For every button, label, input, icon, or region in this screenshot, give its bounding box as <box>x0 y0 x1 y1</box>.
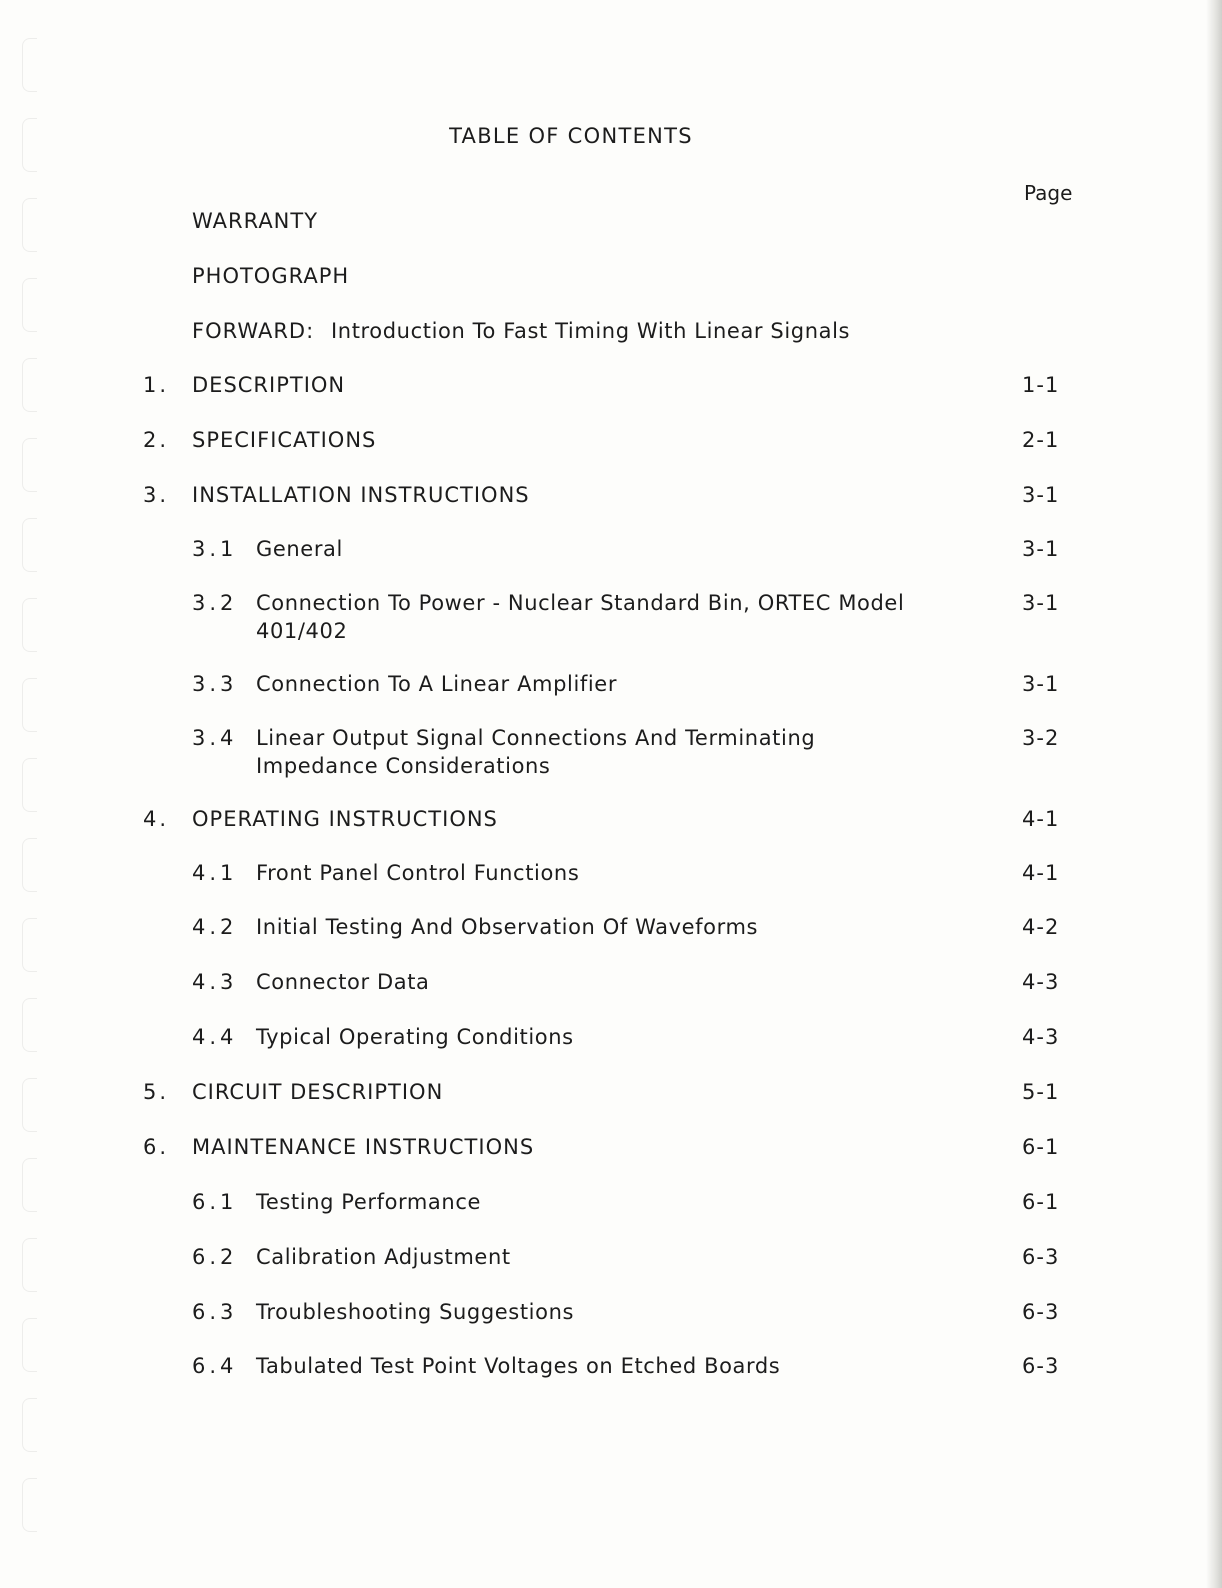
toc-entry-page: 4-3 <box>1022 1025 1060 1049</box>
toc-entry-page: 6-3 <box>1022 1354 1060 1378</box>
binder-punch-marks <box>18 0 48 1588</box>
toc-entry-number: 6.1 <box>192 1190 238 1214</box>
toc-entry-page: 3-1 <box>1022 537 1060 561</box>
binder-mark <box>22 1478 37 1532</box>
toc-entry-title: OPERATING INSTRUCTIONS <box>192 807 498 831</box>
toc-entry-title: Testing Performance <box>256 1190 481 1214</box>
toc-entry-page: 3-2 <box>1022 726 1060 750</box>
toc-entry-page: 4-3 <box>1022 970 1060 994</box>
toc-entry-title: Connection To A Linear Amplifier <box>256 672 618 696</box>
binder-mark <box>22 1158 37 1212</box>
toc-entry-title: Linear Output Signal Connections And Terminating Impedance Considerations <box>256 726 816 778</box>
toc-entry-page: 6-1 <box>1022 1190 1060 1214</box>
toc-entry-page: 5-1 <box>1022 1080 1060 1104</box>
binder-mark <box>22 598 37 652</box>
toc-entry-page: 4-2 <box>1022 915 1060 939</box>
forward-text: Introduction To Fast Timing With Linear Signals <box>331 319 851 343</box>
toc-entry-title: PHOTOGRAPH <box>192 264 350 288</box>
binder-mark <box>22 278 37 332</box>
toc-entry-title: Typical Operating Conditions <box>256 1025 574 1049</box>
forward-label: FORWARD: <box>192 319 315 343</box>
toc-entry-page: 3-1 <box>1022 483 1060 507</box>
toc-entry-page: 6-3 <box>1022 1300 1060 1324</box>
toc-entry-number: 6.3 <box>192 1300 238 1324</box>
toc-entry-page: 4-1 <box>1022 807 1060 831</box>
toc-entry-number: 4. <box>143 807 170 831</box>
toc-entry-title: General <box>256 537 343 561</box>
binder-mark <box>22 918 37 972</box>
toc-entry-number: 6.2 <box>192 1245 238 1269</box>
toc-entry-title: Troubleshooting Suggestions <box>256 1300 575 1324</box>
page-title: TABLE OF CONTENTS <box>449 124 693 148</box>
binder-mark <box>22 1398 37 1452</box>
toc-entry-page: 1-1 <box>1022 373 1060 397</box>
toc-entry-title: DESCRIPTION <box>192 373 346 397</box>
toc-entry-title: SPECIFICATIONS <box>192 428 377 452</box>
toc-entry-number: 6.4 <box>192 1354 238 1378</box>
toc-entry-number: 3.4 <box>192 726 238 750</box>
toc-entry-title: CIRCUIT DESCRIPTION <box>192 1080 444 1104</box>
toc-entry-title: Connection To Power - Nuclear Standard Bin, ORTEC Model 401/402 <box>256 591 905 643</box>
toc-entry-page: 3-1 <box>1022 672 1060 696</box>
toc-entry-title: Connector Data <box>256 970 430 994</box>
toc-entry-title: Front Panel Control Functions <box>256 861 580 885</box>
binder-mark <box>22 1238 37 1292</box>
toc-entry-page: 6-1 <box>1022 1135 1060 1159</box>
binder-mark <box>22 358 37 412</box>
toc-entry-number: 3. <box>143 483 170 507</box>
toc-entry-title: Calibration Adjustment <box>256 1245 511 1269</box>
binder-mark <box>22 998 37 1052</box>
toc-entry-number: 4.2 <box>192 915 238 939</box>
toc-entry-number: 1. <box>143 373 170 397</box>
toc-entry-title: MAINTENANCE INSTRUCTIONS <box>192 1135 535 1159</box>
toc-entry-page: 3-1 <box>1022 591 1060 615</box>
binder-mark <box>22 198 37 252</box>
toc-entry-title: WARRANTY <box>192 209 319 233</box>
binder-mark <box>22 518 37 572</box>
toc-entry-number: 3.3 <box>192 672 238 696</box>
binder-mark <box>22 38 37 92</box>
toc-entry-title: Initial Testing And Observation Of Waveforms <box>256 915 759 939</box>
toc-entry-page: 2-1 <box>1022 428 1060 452</box>
toc-entry-title: Tabulated Test Point Voltages on Etched Boards <box>256 1354 781 1378</box>
page-edge-shadow <box>1206 0 1222 1588</box>
toc-entry-number: 4.3 <box>192 970 238 994</box>
toc-entry-number: 5. <box>143 1080 170 1104</box>
binder-mark <box>22 678 37 732</box>
binder-mark <box>22 1318 37 1372</box>
binder-mark <box>22 1078 37 1132</box>
toc-entry-page: 6-3 <box>1022 1245 1060 1269</box>
toc-entry-number: 4.4 <box>192 1025 238 1049</box>
binder-mark <box>22 758 37 812</box>
binder-mark <box>22 838 37 892</box>
toc-entry-number: 3.1 <box>192 537 238 561</box>
toc-entry-number: 2. <box>143 428 170 452</box>
toc-entry-number: 3.2 <box>192 591 238 615</box>
binder-mark <box>22 438 37 492</box>
toc-entry-number: 6. <box>143 1135 170 1159</box>
toc-entry-title: INSTALLATION INSTRUCTIONS <box>192 483 530 507</box>
toc-entry-page: 4-1 <box>1022 861 1060 885</box>
toc-entry-number: 4.1 <box>192 861 238 885</box>
page-column-label: Page <box>1024 181 1073 205</box>
